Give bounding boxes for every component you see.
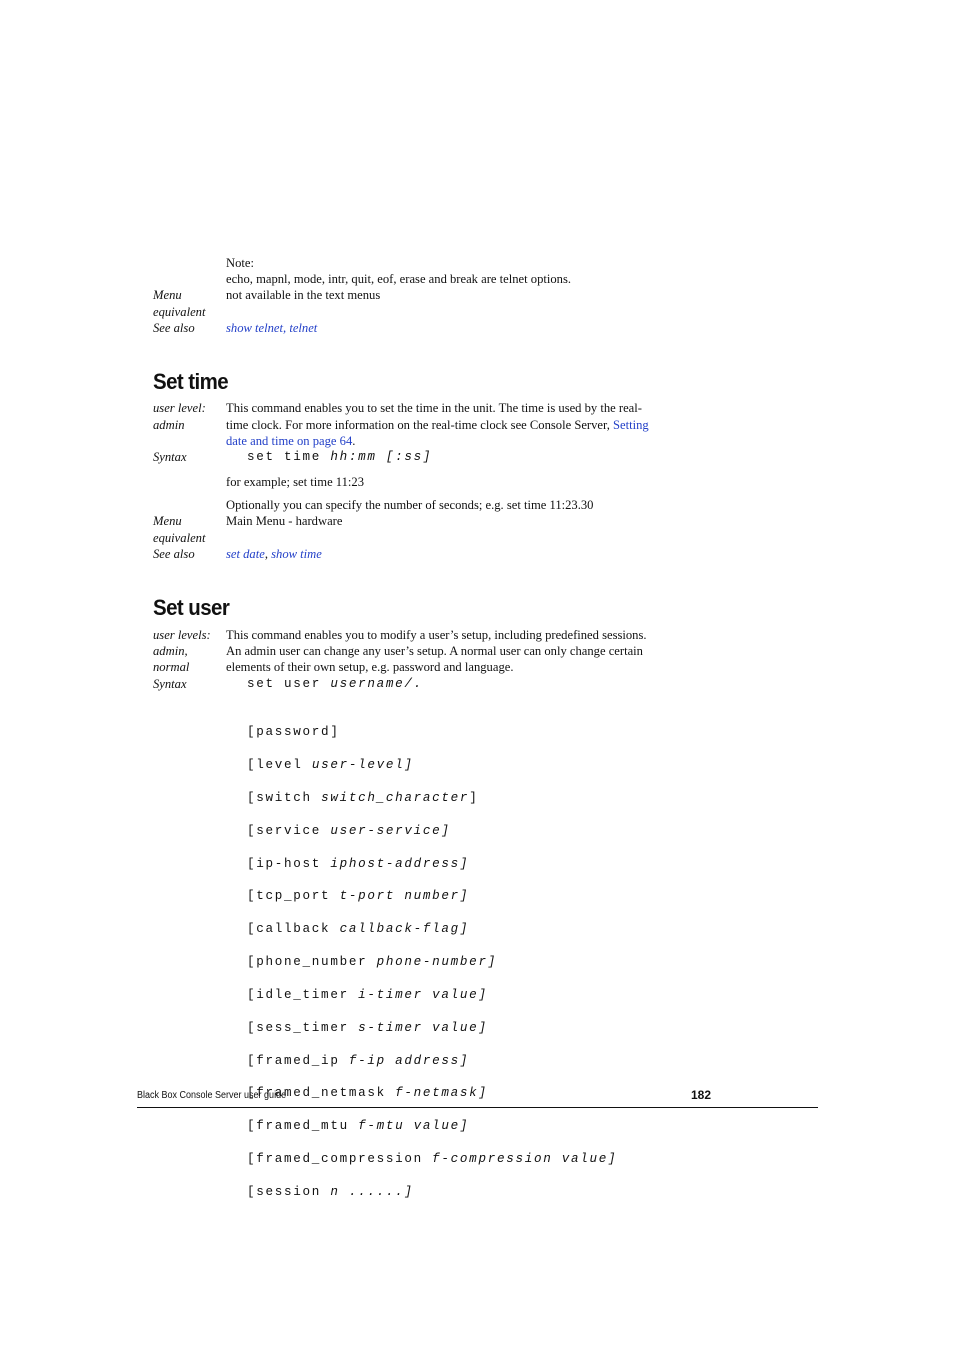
option-line: [switch switch_character]: [247, 791, 479, 806]
option-line: [framed_ip f-ip address]: [247, 1053, 470, 1068]
link-date-time-page[interactable]: date and time on page 64: [226, 434, 353, 448]
menu-label: Menu: [153, 288, 182, 302]
option-line: [callback callback-flag]: [247, 922, 470, 937]
set-user-desc-line-2: An admin user can change any user’s setup. A normal user can only change certain: [226, 644, 643, 658]
link-separator: ,: [283, 321, 290, 335]
set-user-desc-line-3: elements of their own setup, e.g. password and language.: [226, 660, 514, 674]
option-line: [framed_mtu f-mtu value]: [247, 1119, 470, 1134]
set-time-syntax: set time hh:mm [:ss]: [247, 450, 433, 464]
link-telnet[interactable]: telnet: [289, 321, 318, 335]
heading-set-user: Set user: [153, 595, 230, 620]
note-text: echo, mapnl, mode, intr, quit, eof, erase and break are telnet options.: [226, 272, 572, 286]
link-setting-date-time[interactable]: Setting: [613, 418, 649, 432]
see-also-links: [226, 320, 317, 337]
menu-text: not available in the text menus: [226, 288, 381, 302]
menu-text: Main Menu - hardware: [226, 514, 343, 528]
set-user-options: [247, 708, 617, 1217]
see-also-links: [226, 546, 322, 563]
link-show-time[interactable]: show time: [271, 547, 322, 561]
menu-label-equivalent: equivalent: [153, 305, 206, 319]
see-also-label: See also: [153, 321, 195, 335]
option-line: [framed_netmask f-netmask]: [247, 1086, 488, 1101]
set-time-desc-line-2: time clock. For more information on the real-time clock see Console Server, Setting: [226, 418, 649, 432]
option-line: [ip-host iphost-address]: [247, 856, 470, 871]
syntax-label: Syntax: [153, 677, 187, 691]
set-time-example: for example; set time 11:23: [226, 475, 365, 489]
page-number: 182: [691, 1088, 712, 1102]
see-also-label: See also: [153, 547, 195, 561]
user-levels-admin: admin,: [153, 644, 188, 658]
set-time-desc-line-3: date and time on page 64.: [226, 434, 356, 448]
user-level-label: user level:: [153, 401, 206, 415]
set-user-syntax: set user username/.: [247, 677, 423, 691]
link-separator: ,: [264, 547, 272, 561]
user-level-value: admin: [153, 418, 185, 432]
option-line: [sess_timer s-timer value]: [247, 1020, 488, 1035]
option-line: [session n ......]: [247, 1184, 414, 1199]
menu-label: Menu: [153, 514, 182, 528]
option-line: [phone_number phone-number]: [247, 955, 497, 970]
user-levels-label: user levels:: [153, 628, 211, 642]
user-levels-normal: normal: [153, 660, 190, 674]
set-time-desc-line-1: This command enables you to set the time in the unit. The time is used by the real-: [226, 401, 642, 415]
option-line: [idle_timer i-timer value]: [247, 987, 488, 1002]
option-line: [level user-level]: [247, 758, 414, 773]
option-line: [password]: [247, 725, 340, 740]
set-time-option: Optionally you can specify the number of seconds; e.g. set time 11:23.30: [226, 498, 594, 512]
option-line: [framed_compression f-compression value]: [247, 1151, 618, 1166]
syntax-label: Syntax: [153, 450, 187, 464]
link-show-telnet[interactable]: show telnet: [226, 321, 284, 335]
set-user-desc-line-1: This command enables you to modify a user’s setup, including predefined sessions.: [226, 628, 647, 642]
option-line: [service user-service]: [247, 823, 451, 838]
heading-set-time: Set time: [153, 369, 229, 394]
note-label: Note:: [226, 256, 254, 270]
footer-rule: [137, 1107, 818, 1108]
menu-label-equivalent: equivalent: [153, 531, 206, 545]
option-line: [tcp_port t-port number]: [247, 889, 470, 904]
link-set-date[interactable]: set date: [226, 547, 265, 561]
footer-title: Black Box Console Server user guide: [137, 1090, 287, 1101]
